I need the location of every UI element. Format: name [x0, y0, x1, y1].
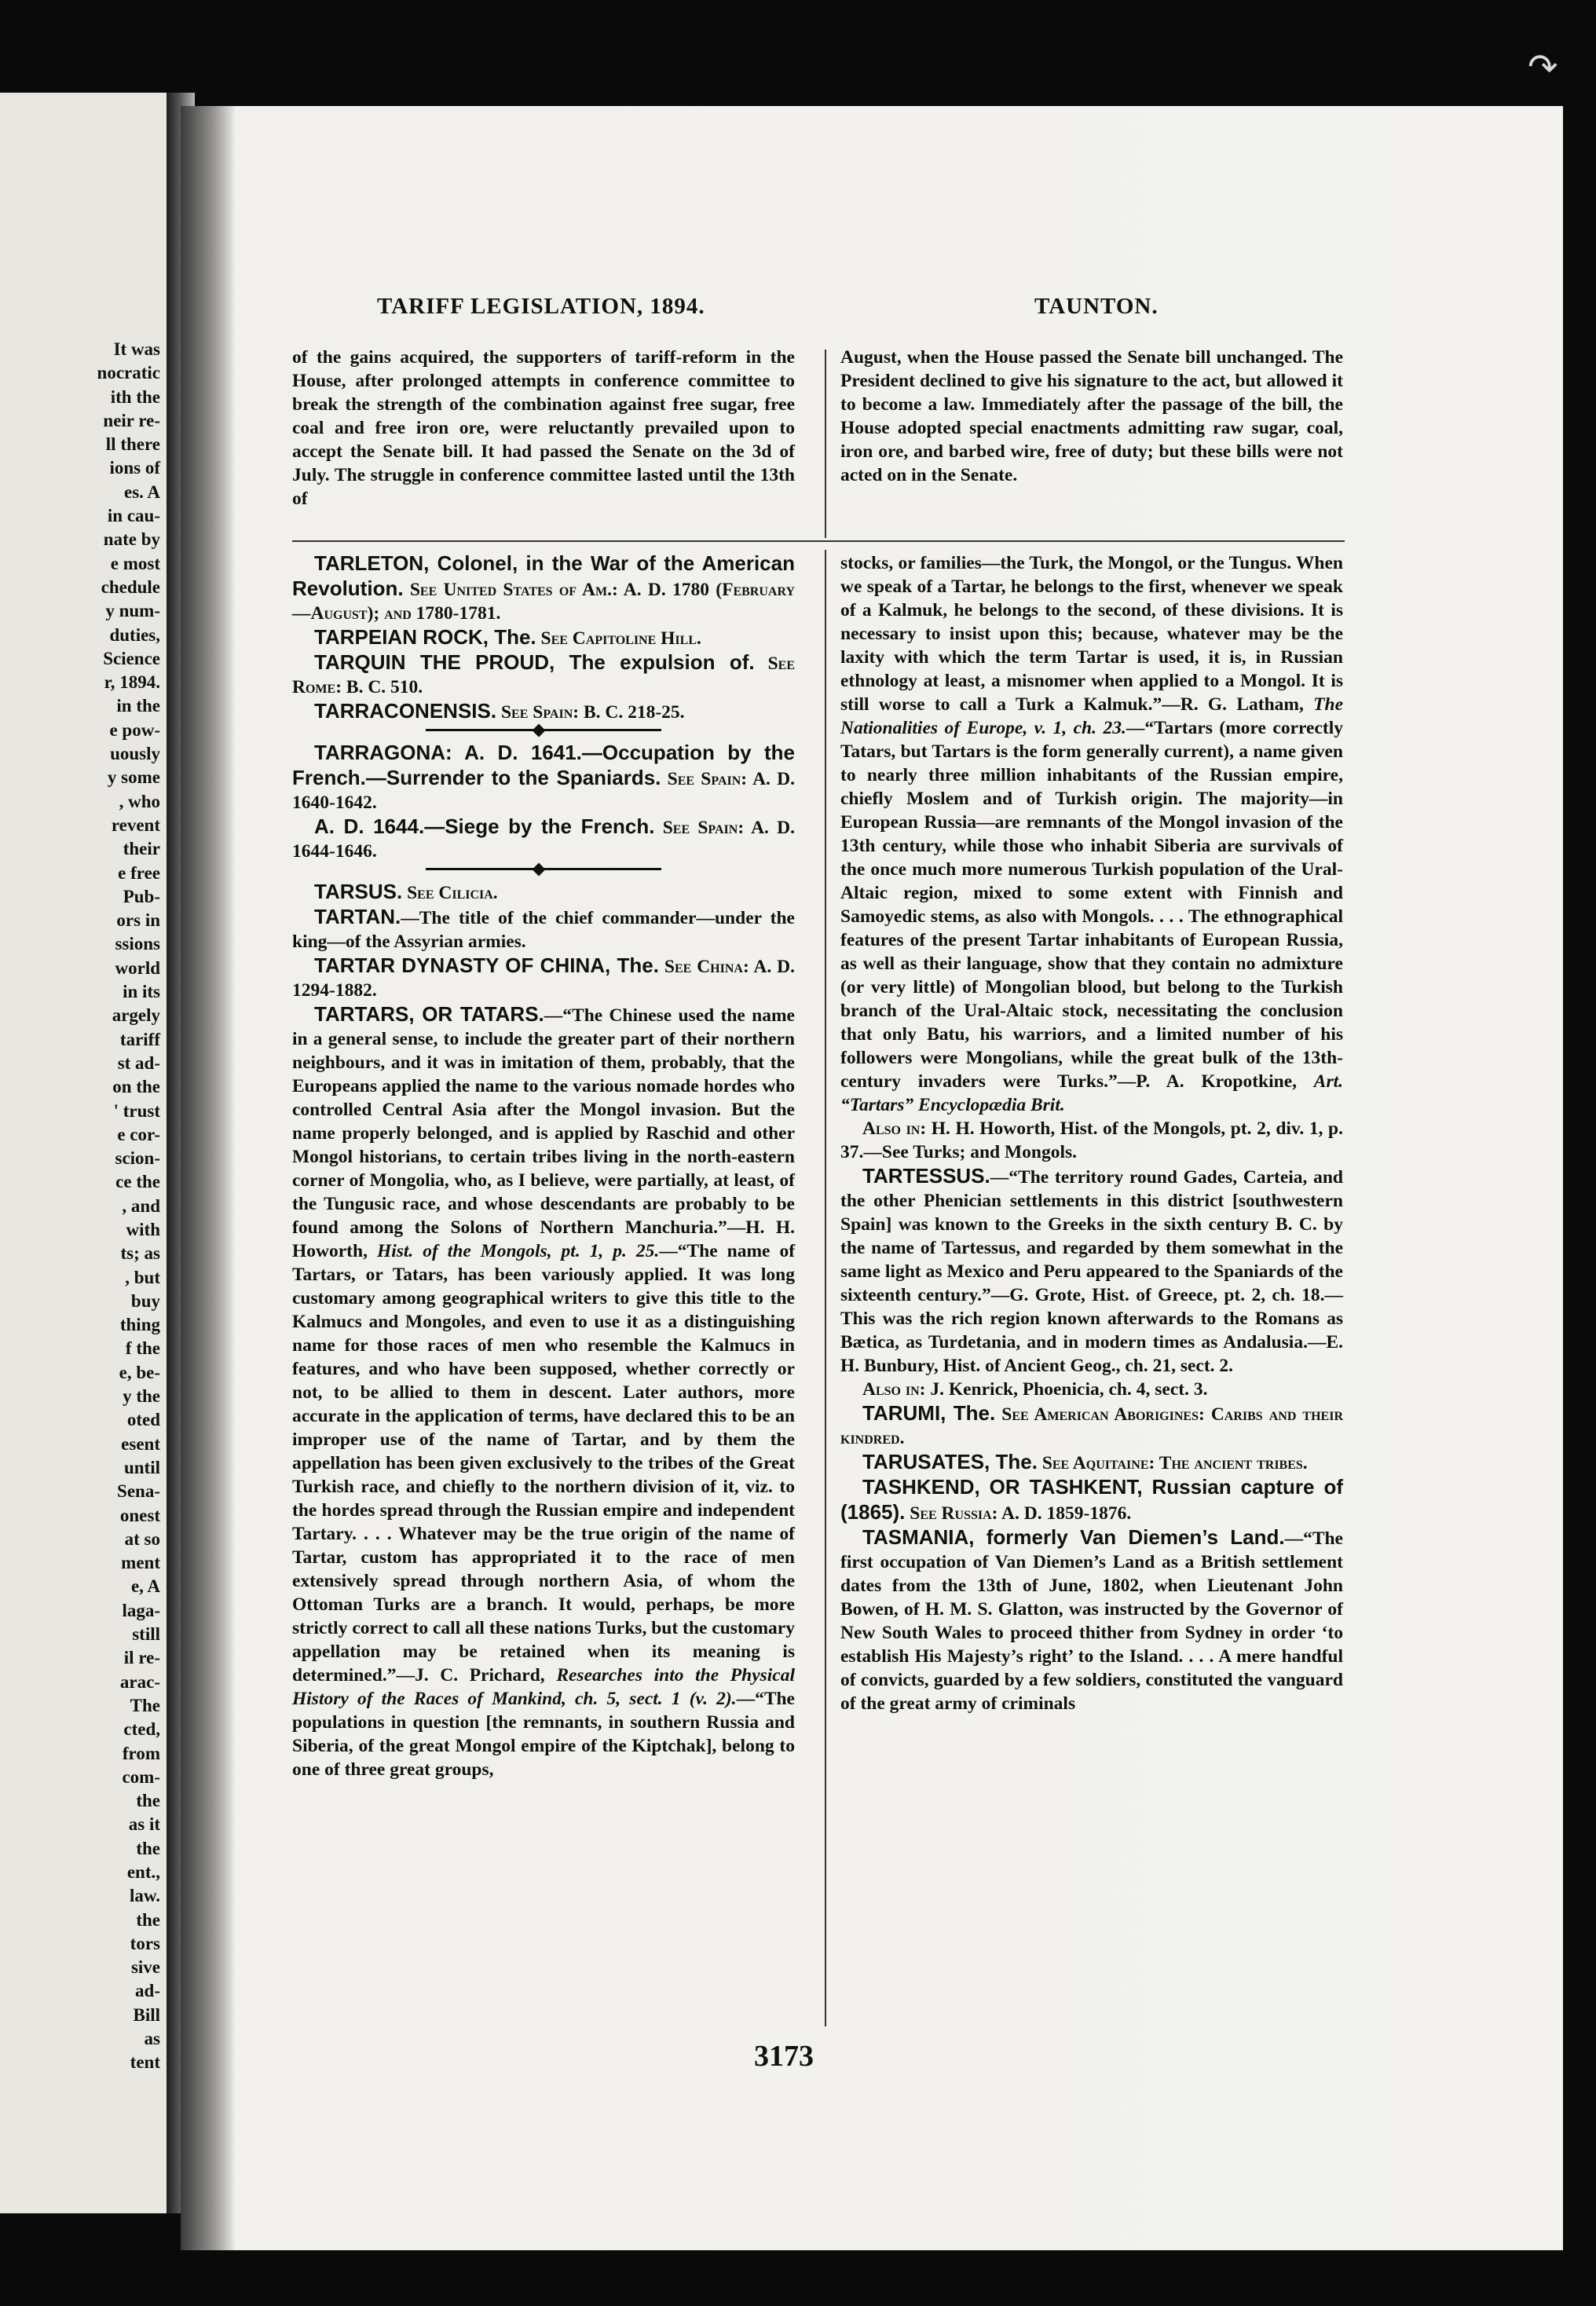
- left-page-line: in cau-: [107, 506, 160, 526]
- left-page-line: ment: [121, 1553, 160, 1573]
- headword: TARTARS, OR TATARS.: [314, 1002, 544, 1026]
- left-page-line: Bill: [133, 2004, 160, 2025]
- entry-text: —The title of the chief commander—under the king—of the Assyrian armies.: [292, 908, 795, 952]
- cross-reference: See Capitoline Hill.: [540, 628, 701, 649]
- entry-tarraconensis: [292, 699, 795, 724]
- cross-reference: See Spain: A. D. 1640-1642.: [292, 769, 795, 813]
- cross-reference: See Aquitaine: The ancient tribes.: [1041, 1453, 1308, 1473]
- left-page-line: y the: [123, 1386, 160, 1407]
- entry-text: —“The populations in question [the remnants, in southern Russia and Siberia, of the great Mongol empire of the Kiptchak], belong to one of three great groups,: [292, 1689, 795, 1780]
- left-page-line: ors in: [116, 910, 160, 931]
- left-page-line: as it: [128, 1814, 160, 1835]
- headword: TARTAN.: [314, 905, 401, 928]
- paragraph: of the gains acquired, the supporters of tariff-reform in the House, after prolonged attempts in conference committee to break the strength of the combination against free sugar, free coal and free iron ore, were reluctantly prevailed upon to accept the Senate bill. It had passed the Senate on the 3d of July. The struggle in conference committee lasted until the 13th of: [292, 347, 795, 509]
- entry-text: —“The first occupation of Van Diemen’s Land as a British settlement dates from the 13th of June, 1802, when Lieutenant John Bowen, of H. M. S. Glatton, was instructed by the Governor of New South Wales to proceed thither from Sydney in order ‘to establish His Majesty’s right’ to the Island. . . . A mere handful of convicts, guarded by a few soldiers, constituted the vanguard of the great army of criminals: [840, 1528, 1343, 1714]
- left-page-line: e free: [118, 862, 160, 883]
- ornament-rule: [426, 729, 661, 736]
- left-page-line: in the: [116, 696, 160, 716]
- left-page-line: on the: [112, 1077, 160, 1097]
- left-page-line: ssions: [115, 934, 160, 954]
- cross-reference: See American Aborigines: Caribs and their kindred.: [840, 1404, 1343, 1448]
- left-page-line: thing: [119, 1315, 160, 1335]
- left-page-line: scion-: [115, 1148, 160, 1169]
- left-page-line: laga-: [122, 1600, 160, 1620]
- left-page-line: in its: [123, 982, 160, 1002]
- headword: A. D. 1644.—Siege by the French.: [314, 814, 655, 838]
- citation: Researches into the Physical History of the Races of Mankind, ch. 5, sect. 1 (v. 2).: [292, 1665, 796, 1709]
- citation: Hist. of the Mongols, pt. 1, p. 25.: [376, 1241, 660, 1261]
- headword: TARPEIAN ROCK, The.: [314, 625, 536, 649]
- left-page-line: revent: [111, 814, 160, 835]
- entry-tasmania: [840, 1525, 1343, 1715]
- left-page-edge: [0, 93, 174, 2213]
- left-page-line: until: [123, 1457, 160, 1477]
- left-page-line: ts; as: [120, 1243, 160, 1264]
- left-page-line: It was: [113, 339, 160, 359]
- running-head-left: TARIFF LEGISLATION, 1894.: [377, 294, 705, 319]
- headword: TARUMI, The.: [862, 1401, 996, 1425]
- left-page-line: esent: [121, 1433, 160, 1454]
- cross-reference: See Russia: A. D. 1859-1876.: [910, 1503, 1132, 1524]
- corner-mark: ↷: [1528, 46, 1558, 88]
- headword: TARTAR DYNASTY OF CHINA, The.: [314, 954, 659, 977]
- left-page-line: with: [126, 1219, 160, 1239]
- running-head-right: TAUNTON.: [1034, 294, 1159, 319]
- left-page-line: neir re-: [103, 410, 160, 430]
- headword: TASMANIA, formerly Van Diemen’s Land.: [862, 1525, 1285, 1549]
- left-page-line: ad-: [135, 1981, 160, 2001]
- left-page-line: as: [144, 2029, 160, 2049]
- page-shadow: [181, 106, 236, 2250]
- left-page-line: The: [130, 1695, 160, 1715]
- entry-tartars: [292, 1002, 795, 1781]
- entry-tarusates: [840, 1450, 1343, 1475]
- left-page-line: nate by: [103, 529, 160, 550]
- citation: The Nationalities of Europe, v. 1, ch. 23.: [840, 694, 1343, 738]
- section-rule: [292, 540, 1345, 542]
- entry-tarleton: [292, 551, 795, 625]
- cross-reference: See United States of Am.: A. D. 1780 (February—August); and 1780-1781.: [292, 580, 795, 624]
- left-page-line: ce the: [115, 1172, 160, 1192]
- entry-tarragona: [292, 741, 795, 814]
- left-page-line: es. A: [124, 481, 160, 502]
- left-page-line: the: [136, 1838, 160, 1858]
- left-page-line: argely: [112, 1005, 160, 1026]
- left-page-text: [0, 338, 160, 2075]
- left-page-line: e cor-: [117, 1124, 160, 1144]
- left-page-line: still: [132, 1624, 160, 1645]
- left-page-line: , and: [122, 1195, 160, 1216]
- also-in-text: J. Kenrick, Phoenicia, ch. 4, sect. 3.: [930, 1379, 1208, 1400]
- entry-text: stocks, or families—the Turk, the Mongol, or the Tungus. When we speak of a Tartar, he belongs to the first, whenever we speak of a Kalmuk, he belongs to the second, of these divisions. It is necessary to insist upon this; because, whatever may be the laxity with which the term Tartar is used, it is, in Russian ethnology at least, a misnomer when applied to a Mongol. It is still worse to call a Turk a Kalmuk.”—R. G. Latham,: [840, 553, 1343, 715]
- left-page-line: com-: [122, 1766, 160, 1787]
- headword: TARRAGONA: A. D. 1641.—Occupation by the French.—Surrender to the Spaniards.: [292, 741, 795, 789]
- column-divider: [825, 550, 826, 2026]
- entry-tarpeian: [292, 625, 795, 650]
- left-page-line: Sena-: [117, 1481, 160, 1502]
- entry-tartessus: [840, 1164, 1343, 1378]
- continuation-left: [292, 346, 795, 511]
- left-page-line: ent.,: [126, 1862, 160, 1882]
- left-page-line: f the: [125, 1338, 160, 1359]
- page-number: 3173: [754, 2040, 814, 2073]
- paragraph: August, when the House passed the Senate bill unchanged. The President declined to give his signature to the act, but allowed it to become a law. Immediately after the passage of the bill, the House adopted special enactments admitting raw sugar, coal, iron ore, and barbed wire, free of duty; but these bills were not acted on in the Senate.: [840, 347, 1343, 485]
- left-page-line: nocratic: [97, 363, 160, 383]
- left-page-line: sive: [130, 1957, 160, 1978]
- cross-reference: See Cilicia.: [407, 883, 498, 903]
- left-page-line: ions of: [109, 458, 160, 478]
- ornament-rule: [426, 868, 661, 875]
- entry-tartars-continued: [840, 551, 1343, 1117]
- entry-text: —“Tartars (more correctly Tatars, but Tartars is the form generally current), a name given to nearly three million inhabitants of the Russian empire, chiefly Moslem and of Turkish origin. The majority—in European Russia—are remnants of the Mongol invasion of the 13th century, while those who inhabit Siberia are survivals of the once much more numerous Turkish population of the Ural-Altaic region, mixed to some extent with Finnish and Samoyedic stems, as also with Mongols. . . . The ethnographical features of the present Tartar inhabitants of European Russia, as well as their language, show that they contain no admixture (or very little) of Mongolian blood, but belong to the Turkish branch of the Ural-Altaic stock, necessitating the conclusion that only Batu, his warriors, and a limited number of his followers were Mongolians, while the great bulk of the 13th-century invaders were Turks.”—P. A. Kropotkine,: [840, 718, 1343, 1092]
- left-page-line: st ad-: [117, 1052, 160, 1073]
- entry-tashkend: [840, 1475, 1343, 1525]
- left-page-line: ith the: [110, 386, 160, 407]
- left-page-line: y num-: [105, 601, 160, 621]
- column-right: [840, 551, 1343, 1715]
- continuation-right: [840, 346, 1343, 487]
- left-page-line: duties,: [109, 624, 160, 645]
- headword: TARRACONENSIS.: [314, 699, 497, 723]
- headword: TARQUIN THE PROUD, The expulsion of.: [314, 650, 755, 674]
- entry-tartar-dynasty: [292, 954, 795, 1002]
- entry-tartan: [292, 905, 795, 954]
- cross-reference: See Spain: B. C. 218-25.: [500, 702, 685, 723]
- left-page-line: tent: [130, 2052, 160, 2073]
- left-page-line: Pub-: [123, 886, 160, 906]
- also-in-label: Also in:: [862, 1379, 926, 1400]
- left-page-line: onest: [119, 1505, 160, 1525]
- left-page-line: arac-: [119, 1671, 160, 1692]
- column-left: [292, 551, 795, 1781]
- left-page-line: r, 1894.: [104, 672, 160, 693]
- left-page-line: , but: [125, 1267, 160, 1287]
- entry-tarsus: [292, 880, 795, 905]
- left-page-line: at so: [124, 1528, 160, 1549]
- left-page-line: , who: [119, 791, 160, 811]
- left-page-line: tors: [130, 1933, 160, 1953]
- citation: Art. “Tartars” Encyclopædia Brit.: [840, 1071, 1344, 1115]
- left-page-line: uously: [110, 744, 160, 764]
- left-page-line: oted: [126, 1410, 160, 1430]
- left-page-line: e, A: [130, 1576, 160, 1597]
- left-page-line: from: [122, 1743, 160, 1763]
- entry-text: —“The Chinese used the name in a general sense, to include the greater part of their northern neighbours, and it was in imitation of them, probably, that the Europeans applied the name to the various nomade hordes who controlled Central Asia after the Mongol invasion. But the name properly belonged, and is applied by Raschid and other Mongol historians, to certain tribes living in the north-eastern corner of Mongolia, who, as I believe, were partially, at least, of the Tungusic race, and whose descendants are probably to be found among the Solons of Northern Manchuria.”—H. H. Howorth,: [292, 1005, 795, 1261]
- also-in-label: Also in:: [862, 1118, 927, 1139]
- left-page-line: law.: [130, 1886, 160, 1906]
- left-page-line: il re-: [123, 1648, 160, 1668]
- headword: TASHKEND, OR TASHKENT, Russian capture of (1865).: [840, 1475, 1343, 1524]
- cross-reference: See Rome: B. C. 510.: [292, 653, 795, 697]
- left-page-line: buy: [130, 1290, 160, 1311]
- also-in: [840, 1378, 1343, 1401]
- left-page-line: ll there: [105, 434, 160, 455]
- left-page-line: ' trust: [113, 1100, 160, 1121]
- column-divider: [825, 350, 826, 538]
- left-page-line: their: [123, 839, 160, 859]
- left-page-line: e pow-: [109, 719, 160, 740]
- left-page-line: the: [136, 1791, 160, 1811]
- headword: TARTESSUS.: [862, 1164, 990, 1188]
- cross-reference: See Spain: A. D. 1644-1646.: [292, 818, 795, 862]
- left-page-line: world: [115, 957, 160, 978]
- entry-text: —“The territory round Gades, Carteia, and the other Phenician settlements in this district [southwestern Spain] was known to the Greeks in the sixth century B. C. by the name of Tartessus, and regarded by them somewhat in the same light as Mexico and Peru appeared to the Spaniards of the sixteenth century.”—G. Grote, Hist. of Greece, pt. 2, ch. 18.—This was the rich region known afterwards to the Romans as Bætica, as Turdetania, and in modern times as Andalusia.—E. H. Bunbury, Hist. of Ancient Geog., ch. 21, sect. 2.: [840, 1167, 1343, 1376]
- entry-tarquin: [292, 650, 795, 699]
- left-page-line: e most: [110, 553, 160, 573]
- left-page-line: chedule: [101, 576, 160, 597]
- left-page-line: cted,: [123, 1719, 160, 1740]
- left-page-line: the: [136, 1909, 160, 1930]
- headword: TARSUS.: [314, 880, 403, 903]
- left-page-line: e, be-: [119, 1362, 160, 1382]
- entry-tarragona-1644: [292, 814, 795, 863]
- also-in: [840, 1117, 1343, 1164]
- headword: TARUSATES, The.: [862, 1450, 1038, 1473]
- entry-tarumi: [840, 1401, 1343, 1450]
- cross-reference: See China: A. D. 1294-1882.: [292, 957, 796, 1001]
- left-page-line: tariff: [119, 1029, 160, 1049]
- left-page-line: y some: [107, 767, 160, 788]
- entry-text: —“The name of Tartars, or Tatars, has been variously applied. It was long customary among geographical writers to give this title to the Kalmucs and Mongoles, and even to use it as a distinguishing name for those races of men who resemble the Kalmucs in features, and who have been supposed, whether correctly or not, to be allied to them in descent. Later authors, more accurate in the application of terms, have declared this to be an improper use of the name of Tartar, and by them the appellation has been given exclusively to the tribes of the Great Turkish race, and chiefly to the northern division of it, viz. to the hordes spread through the Russian empire and independent Tartary. . . . Whatever may be the true origin of the name of Tartar, custom has appropriated it to the race of men extensively spread through northern Asia, of whom the Ottoman Turks are a branch. It would, perhaps, be more strictly correct to call all these nations Turks, but the customary appellation may be retained when its meaning is determined.”—J. C. Prichard,: [292, 1241, 796, 1686]
- left-page-line: Science: [103, 648, 160, 668]
- also-in-text: H. H. Howorth, Hist. of the Mongols, pt. 2, div. 1, p. 37.—See Turks; and Mongols.: [840, 1118, 1344, 1162]
- headword: TARLETON, Colonel, in the War of the American Revolution.: [292, 551, 795, 600]
